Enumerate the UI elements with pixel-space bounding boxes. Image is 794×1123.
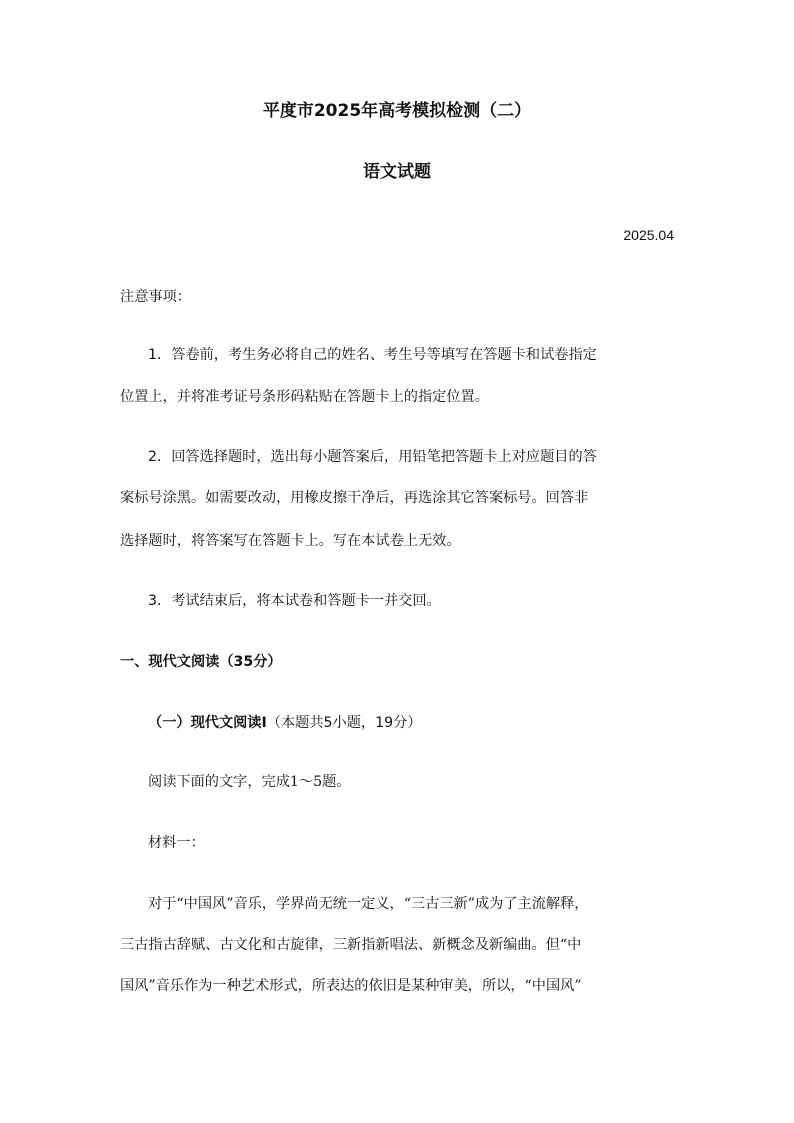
passage-line-1: 对于“中国风”音乐，学界尚无统一定义，“三古三新”成为了主流解释，: [148, 896, 589, 912]
reading-instruction: 阅读下面的文字，完成1～5题。: [148, 774, 351, 790]
material-label: 材料一：: [148, 835, 205, 851]
exam-date: 2025.04: [623, 227, 674, 243]
passage-line-3: 国风”音乐作为一种艺术形式，所表达的依旧是某种审美，所以，“中国风”: [120, 978, 582, 994]
notice-item-2-line-2: 案标号涂黑。如需要改动，用橡皮擦干净后，再选涂其它答案标号。回答非: [120, 490, 589, 506]
sub-section-heading: [148, 716, 422, 730]
sub-section-heading-rest: （本题共5小题，19分）: [266, 715, 422, 731]
sub-section-heading-bold: （一）现代文阅读Ⅰ: [148, 715, 267, 731]
notice-item-2-line-1: 2．回答选择题时，选出每小题答案后，用铅笔把答题卡上对应题目的答: [148, 449, 597, 465]
notice-item-1-line-1: 1．答卷前，考生务必将自己的姓名、考生号等填写在答题卡和试卷指定: [148, 347, 597, 363]
notice-item-2-line-3: 选择题时，将答案写在答题卡上。写在本试卷上无效。: [120, 533, 461, 549]
section-heading: 一、现代文阅读（35分）: [120, 654, 282, 670]
subject-title: 语文试题: [363, 162, 431, 182]
notice-item-3-line-1: 3．考试结束后，将本试卷和答题卡一并交回。: [148, 593, 441, 609]
exam-title: 平度市2025年高考模拟检测（二）: [262, 101, 532, 121]
passage-line-2: 三古指古辞赋、古文化和古旋律，三新指新唱法、新概念及新编曲。但“中: [120, 937, 582, 953]
notice-item-1-line-2: 位置上，并将准考证号条形码粘贴在答题卡上的指定位置。: [120, 389, 489, 405]
notice-heading: 注意事项：: [120, 289, 191, 305]
